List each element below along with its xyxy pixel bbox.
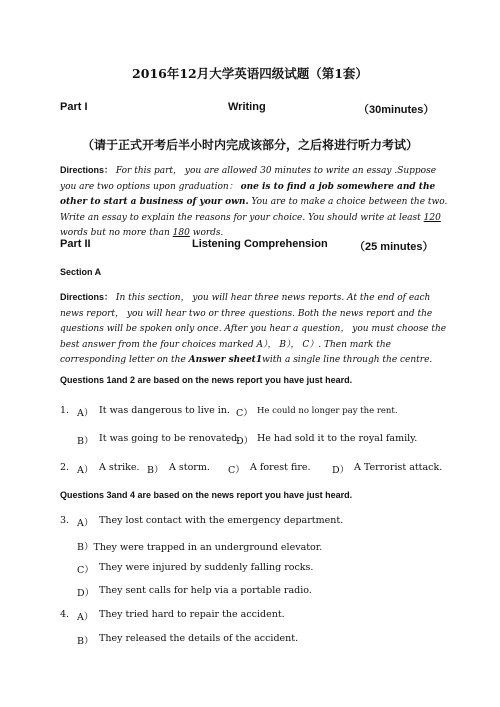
q1-a-letter: A） [77, 408, 94, 419]
listening-directions [60, 290, 455, 369]
listening-directions-label: Directions： [60, 292, 114, 302]
q1-c-letter: C） [236, 408, 253, 419]
q3-option-d: They sent calls for help via a portable radio. [99, 585, 312, 596]
q4-option-b: They released the details of the accident. [99, 633, 299, 644]
listening-directions-text2: with a single line through the centre. [262, 355, 433, 365]
section-a-heading: Section A [60, 267, 102, 277]
part2-time: （25 minutes） [354, 241, 434, 253]
q2-a-letter: A） [77, 465, 94, 476]
writing-directions-text3: You are to make a choice between the two. Write an essay to explain the reasons for your choice. You should write at least [60, 197, 448, 223]
group2-header: Questions 3and 4 are based on the news report you have just heard. [60, 490, 353, 500]
q4-b-letter: B） [77, 636, 94, 647]
q1-option-d: He had sold it to the royal family. [257, 433, 418, 444]
writing-directions-text4: words but no more than [60, 228, 170, 238]
q2-option-b: A storm. [169, 462, 210, 473]
q3-option-a: They lost contact with the emergency department. [99, 515, 344, 526]
exam-note: （请于正式开考后半小时内完成该部分，之后将进行听力考试） [81, 138, 418, 152]
part2-name: Listening Comprehension [192, 238, 328, 250]
q2-c-letter: C） [228, 465, 245, 476]
min-words: 120 [423, 212, 441, 223]
q2-option-d: A Terrorist attack. [354, 462, 443, 473]
q1-b-letter: B） [77, 436, 94, 447]
q3-d-letter: D） [77, 588, 95, 599]
q3-option-c: They were injured by suddenly falling rocks. [99, 562, 314, 573]
group1-header: Questions 1and 2 are based on the news report you have just heard. [60, 375, 353, 385]
q2-number: 2. [60, 462, 70, 473]
q4-option-a: They tried hard to repair the accident. [99, 609, 285, 620]
listening-directions-text1: In this section， you will hear three news reports. At the end of each news report， you will hear two or three questions. Both the news report and the questions will be spoken only once. After you hear a question， you must choose the best answer from the four choices marked A）， B）， C）. Then mark the corresponding letter on the [60, 293, 447, 365]
q1-option-a: It was dangerous to live in. [99, 405, 230, 416]
q2-d-letter: D） [332, 465, 350, 476]
writing-directions-options: one is to find a job somewhere and the other to start a business of your own. [60, 181, 436, 207]
writing-directions-label: Directions： [60, 165, 114, 175]
answer-sheet-ref: Answer sheet1 [188, 355, 263, 365]
q2-option-c: A forest fire. [250, 462, 311, 473]
writing-directions-text1: For this part， you are allowed 30 minutes to write an essay .Suppose you are two options upon graduation： [60, 166, 437, 192]
q2-b-letter: B） [147, 465, 164, 476]
q3-a-letter: A） [77, 518, 94, 529]
q1-d-letter: D） [236, 436, 254, 447]
part2-label: Part II [60, 238, 91, 250]
writing-directions [60, 163, 455, 242]
part1-label: Part I [60, 101, 88, 113]
part1-time: （30minutes） [358, 104, 435, 116]
q3-number: 3. [60, 515, 70, 526]
q1-option-b: It was going to be renovated. [99, 433, 241, 444]
q2-option-a: A strike. [99, 462, 140, 473]
q3-option-b: B）They were trapped in an underground elevator. [77, 542, 323, 553]
q1-option-c: He could no longer pay the rent. [257, 406, 398, 416]
part1-name: Writing [228, 101, 266, 113]
writing-directions-text5: words. [192, 228, 224, 238]
q4-a-letter: A） [77, 612, 94, 623]
q3-c-letter: C） [77, 565, 94, 576]
q4-number: 4. [60, 609, 70, 620]
q1-number: 1. [60, 405, 70, 416]
page-title: 2016年12月大学英语四级试题（第1套） [132, 66, 368, 81]
max-words: 180 [172, 228, 190, 238]
